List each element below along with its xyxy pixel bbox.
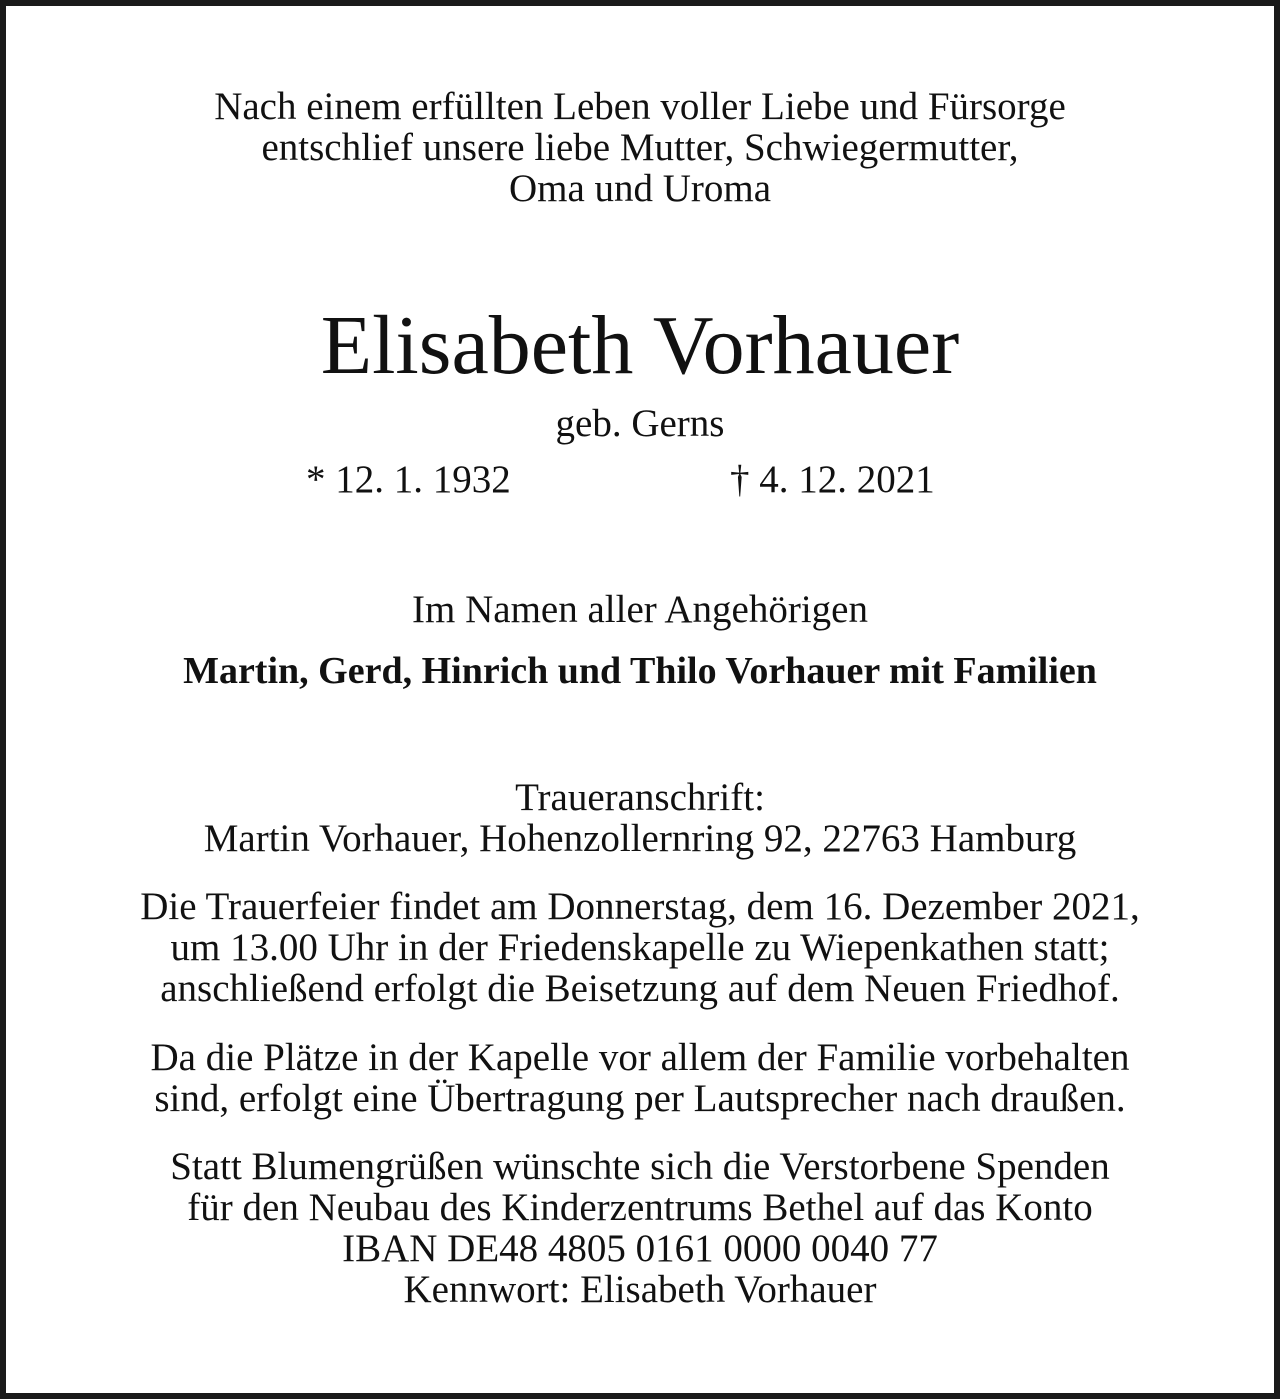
maiden-name: geb. Gerns [555,402,725,445]
mourners-names: Martin, Gerd, Hinrich und Thilo Vorhauer mit Familien [183,650,1097,692]
mourning-address [6,777,1274,859]
address-line: Martin Vorhauer, Hohenzollernring 92, 22763 Hamburg [203,817,1077,860]
intro-line: Nach einem erfüllten Leben voller Liebe und Fürsorge [214,85,1066,128]
donation-iban: IBAN DE48 4805 0161 0000 0040 77 [342,1227,938,1270]
donation-info [6,1146,1274,1310]
intro-line: entschlief unsere liebe Mutter, Schwiegermutter, [261,126,1019,169]
funeral-line: Die Trauerfeier findet am Donnerstag, dem 16. Dezember 2021, [140,885,1140,928]
donation-keyword: Kennwort: Elisabeth Vorhauer [403,1268,877,1311]
seating-line: Da die Plätze in der Kapelle vor allem der Familie vorbehalten [150,1036,1130,1079]
birth-date: * 12. 1. 1932 [306,458,511,501]
deceased-name: Elisabeth Vorhauer [320,299,960,392]
funeral-line: um 13.00 Uhr in der Friedenskapelle zu Wiepenkathen statt; [170,926,1110,969]
funeral-info [6,886,1274,1009]
death-date: † 4. 12. 2021 [730,458,935,501]
mourners-intro: Im Namen aller Angehörigen [412,588,868,631]
donation-line: für den Neubau des Kinderzentrums Bethel auf das Konto [187,1186,1093,1229]
seating-info [6,1037,1274,1119]
funeral-line: anschließend erfolgt die Beisetzung auf dem Neuen Friedhof. [160,967,1120,1010]
seating-line: sind, erfolgt eine Übertragung per Lautsprecher nach draußen. [154,1077,1126,1120]
donation-line: Statt Blumengrüßen wünschte sich die Verstorbene Spenden [170,1145,1110,1188]
address-label: Traueranschrift: [515,776,765,819]
intro-line: Oma und Uroma [508,167,772,210]
life-dates [6,456,1274,504]
intro-text [6,86,1274,209]
